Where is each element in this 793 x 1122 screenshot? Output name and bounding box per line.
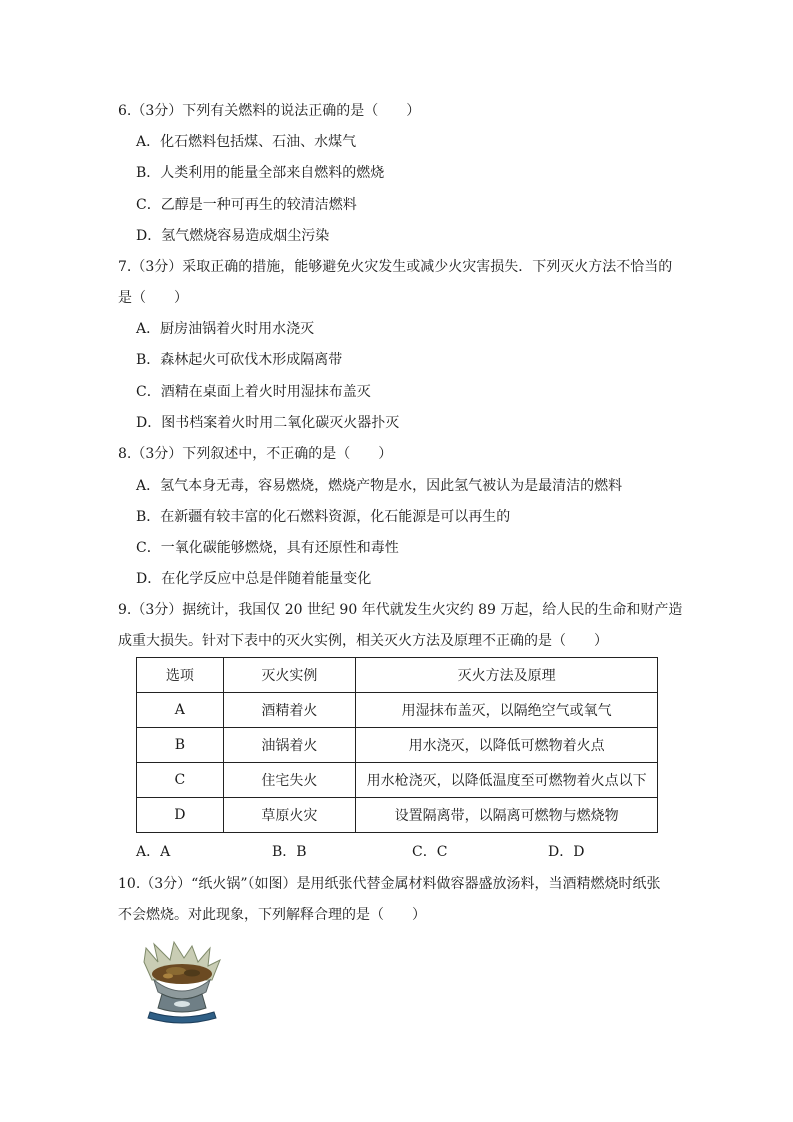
paper-hotpot-illustration: [140, 940, 224, 1026]
table-cell: 设置隔离带，以隔离可燃物与燃烧物: [356, 798, 658, 833]
table-cell: 用湿抹布盖灭，以隔绝空气或氧气: [356, 693, 658, 728]
question-9-answer-d: D．D: [548, 844, 585, 860]
question-8-option-b: B．在新疆有较丰富的化石燃料资源，化石能源是可以再生的: [136, 509, 511, 525]
table-cell: 油锅着火: [223, 728, 355, 763]
table-row: [137, 728, 658, 763]
table-header-cell: 灭火实例: [223, 658, 355, 693]
question-7-stem-line1: 7.（3分）采取正确的措施，能够避免火灾发生或减少火灾害损失．下列灭火方法不恰当的: [118, 259, 673, 275]
question-9-answer-b: B．B: [272, 844, 307, 860]
question-9-stem-line2: 成重大损失。针对下表中的灭火实例，相关灭火方法及原理不正确的是（ ）: [118, 633, 608, 649]
question-7-option-d: D．图书档案着火时用二氧化碳灭火器扑灭: [136, 415, 400, 431]
table-header-row: [137, 658, 658, 693]
table-cell: 用水枪浇灭，以降低温度至可燃物着火点以下: [356, 763, 658, 798]
question-9-answer-c: C．C: [412, 844, 448, 860]
question-7-option-b: B．森林起火可砍伐木形成隔离带: [136, 352, 343, 368]
table-cell: D: [137, 798, 224, 833]
table-header-cell: 灭火方法及原理: [356, 658, 658, 693]
table-header-cell: 选项: [137, 658, 224, 693]
table-cell: C: [137, 763, 224, 798]
question-8-option-d: D．在化学反应中总是伴随着能量变化: [136, 571, 372, 587]
question-6-option-c: C．乙醇是一种可再生的较清洁燃料: [136, 197, 357, 213]
question-10-stem-line1: 10.（3分）“纸火锅”（如图）是用纸张代替金属材料做容器盛放汤料，当酒精燃烧时纸张: [118, 876, 661, 892]
table-row: [137, 763, 658, 798]
table-row: [137, 798, 658, 833]
table-cell: 酒精着火: [223, 693, 355, 728]
table-cell: B: [137, 728, 224, 763]
fire-extinguishing-table: [136, 657, 658, 833]
question-6-option-d: D．氢气燃烧容易造成烟尘污染: [136, 228, 330, 244]
question-8-stem: 8.（3分）下列叙述中，不正确的是（ ）: [118, 446, 393, 462]
table-cell: 用水浇灭，以降低可燃物着火点: [356, 728, 658, 763]
question-9-answer-a: A．A: [136, 844, 171, 860]
question-8-option-a: A．氢气本身无毒，容易燃烧，燃烧产物是水，因此氢气被认为是最清洁的燃料: [136, 478, 623, 494]
question-8-option-c: C．一氧化碳能够燃烧，具有还原性和毒性: [136, 540, 399, 556]
question-7-stem-line2: 是（ ）: [118, 290, 188, 306]
table-cell: 住宅失火: [223, 763, 355, 798]
question-7-option-a: A．厨房油锅着火时用水浇灭: [136, 321, 315, 337]
question-7-option-c: C．酒精在桌面上着火时用湿抹布盖灭: [136, 384, 371, 400]
table-cell: 草原火灾: [223, 798, 355, 833]
table-row: [137, 693, 658, 728]
question-10-stem-line2: 不会燃烧。对此现象，下列解释合理的是（ ）: [118, 907, 426, 923]
question-6-option-b: B．人类利用的能量全部来自燃料的燃烧: [136, 165, 385, 181]
question-6-option-a: A．化石燃料包括煤、石油、水煤气: [136, 134, 357, 150]
table-cell: A: [137, 693, 224, 728]
question-9-stem-line1: 9.（3分）据统计，我国仅 20 世纪 90 年代就发生火灾约 89 万起，给人民的生命和财产造: [118, 602, 683, 618]
question-6-stem: 6.（3分）下列有关燃料的说法正确的是（ ）: [118, 103, 421, 119]
